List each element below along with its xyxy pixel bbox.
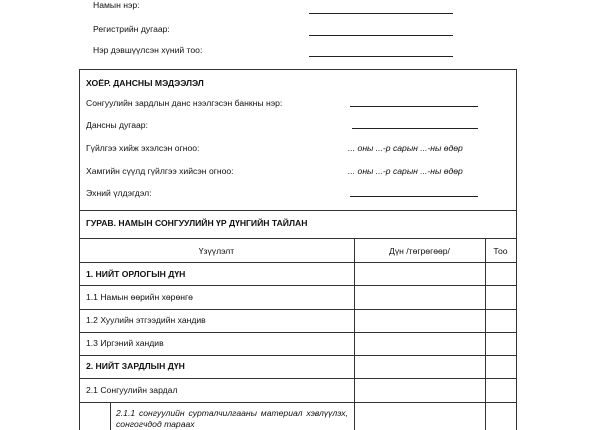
- row-border: [79, 285, 516, 286]
- row-border: [79, 355, 516, 356]
- opening-balance-input-line[interactable]: [350, 196, 478, 197]
- table-row-party-own-assets: 1.1 Намын өөрийн хөрөнгө: [86, 292, 193, 302]
- first-transaction-label: Гүйлгээ хийж эхэлсэн огноо:: [86, 143, 200, 153]
- row-border: [79, 309, 516, 310]
- row-border: [79, 378, 516, 379]
- account-number-input-line[interactable]: [352, 128, 478, 129]
- table-row-election-expense: 2.1 Сонгуулийн зардал: [86, 385, 178, 395]
- subrow-indent-divider: [110, 402, 111, 430]
- table-row-citizen-donation: 1.3 Иргэний хандив: [86, 338, 164, 348]
- section2-right-border: [516, 69, 517, 430]
- column-header-indicator: Үзүүлэлт: [198, 246, 235, 256]
- table-row-total-income: 1. НИЙТ ОРЛОГЫН ДҮН: [86, 269, 186, 279]
- table-header-top-border: [79, 238, 516, 239]
- candidate-count-input-line[interactable]: [309, 56, 453, 57]
- section2-top-border: [79, 69, 516, 70]
- field-label: Нэр дэвшүүлсэн хүний тоо:: [93, 45, 203, 55]
- last-transaction-label: Хамгийн сүүлд гүйлгээ хийсэн огноо:: [86, 166, 234, 176]
- opening-balance-label: Эхний үлдэгдэл:: [86, 188, 152, 198]
- first-transaction-date[interactable]: ... оны ...-р сарын ...-ны өдөр: [348, 143, 463, 153]
- section3-title: ГУРАВ. НАМЫН СОНГУУЛИЙН ҮР ДҮНГИЙН ТАЙЛАН: [86, 218, 308, 228]
- field-party-name: [93, 0, 493, 14]
- field-label: Намын нэр:: [93, 0, 140, 10]
- column-header-count: Тоо: [493, 246, 508, 256]
- field-label: Регистрийн дугаар:: [93, 24, 170, 34]
- row-border: [79, 332, 516, 333]
- bank-name-label: Сонгуулийн зардлын данс нээлгэсэн банкны нэр:: [86, 98, 283, 108]
- table-row-total-expense: 2. НИЙТ ЗАРДЛЫН ДҮН: [86, 361, 185, 371]
- registration-number-input-line[interactable]: [309, 35, 453, 36]
- bank-name-input-line[interactable]: [350, 106, 478, 107]
- table-row-campaign-materials: 2.1.1 сонгуулийн сурталчилгааны материал хэвлүүлэх, сонгогчдод тараах: [116, 408, 348, 429]
- row-border: [79, 262, 516, 263]
- account-number-label: Дансны дугаар:: [86, 120, 148, 130]
- last-transaction-date[interactable]: ... оны ...-р сарын ...-ны өдөр: [348, 166, 463, 176]
- column-header-amount: Дүн /төгрөгөөр/: [389, 246, 450, 256]
- table-row-legal-entity-donation: 1.2 Хуулийн этгээдийн хандив: [86, 315, 206, 325]
- party-name-input-line[interactable]: [309, 13, 453, 14]
- section3-top-border: [79, 210, 516, 211]
- row-border: [79, 402, 516, 403]
- section2-title: ХОЁР. ДАНСНЫ МЭДЭЭЛЭЛ: [86, 78, 204, 88]
